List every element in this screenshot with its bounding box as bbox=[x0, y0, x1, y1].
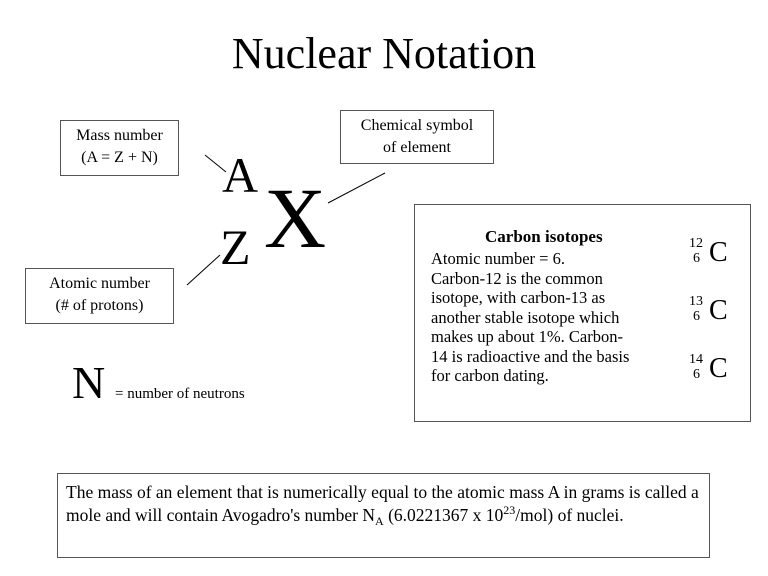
atomic-connector bbox=[187, 255, 220, 285]
atomic-number-symbol: Z bbox=[220, 219, 251, 275]
isotope-atomic-number: 6 bbox=[693, 251, 700, 266]
isotopes-line: makes up about 1%. Carbon- bbox=[431, 327, 623, 346]
isotope-atomic-number: 6 bbox=[693, 309, 700, 324]
mole-text-part1: The mass of an element that is numerically equal to the atomic mass A in grams is called a mole and will contain Avogadro's number N bbox=[66, 482, 699, 525]
chem-connector bbox=[328, 173, 385, 203]
chem-label-line1: Chemical symbol bbox=[360, 117, 474, 134]
isotope-mass: 13 bbox=[689, 294, 703, 309]
isotopes-line: another stable isotope which bbox=[431, 307, 620, 327]
isotopes-line: for carbon dating. bbox=[431, 366, 549, 385]
mole-text-part3: /mol) of nuclei. bbox=[515, 505, 624, 525]
mole-text-part2: (6.0221367 x 10 bbox=[383, 505, 504, 525]
isotopes-line: Carbon-12 is the common bbox=[431, 268, 603, 288]
atomic-label-line1: Atomic number bbox=[49, 275, 150, 292]
mass-number-symbol: A bbox=[222, 147, 259, 203]
isotopes-description bbox=[431, 249, 681, 386]
page-title: Nuclear Notation bbox=[231, 29, 537, 78]
isotope-atomic-number: 6 bbox=[693, 367, 700, 382]
mole-definition-box bbox=[57, 473, 710, 558]
neutron-definition: = number of neutrons bbox=[115, 386, 245, 402]
isotopes-heading: Carbon isotopes bbox=[485, 227, 603, 246]
isotope-carbon-14 bbox=[687, 352, 747, 395]
isotope-symbol: C bbox=[709, 237, 728, 268]
isotope-mass: 12 bbox=[689, 236, 703, 251]
isotopes-line: isotope, with carbon-13 as bbox=[431, 288, 606, 307]
chemical-symbol-box bbox=[340, 110, 494, 164]
atomic-number-box bbox=[25, 268, 174, 324]
isotope-mass: 14 bbox=[689, 352, 703, 367]
isotope-symbol: C bbox=[709, 353, 728, 384]
mass-label-line1: Mass number bbox=[76, 127, 163, 144]
isotopes-line: 14 is radioactive and the basis bbox=[431, 346, 630, 366]
atomic-label-line2: (# of protons) bbox=[55, 297, 144, 314]
isotopes-line: Atomic number = 6. bbox=[431, 249, 565, 268]
chem-label-line2: of element bbox=[383, 139, 451, 156]
element-symbol: X bbox=[264, 170, 327, 266]
exponent-superscript: 23 bbox=[503, 503, 516, 517]
carbon-isotopes-box bbox=[414, 204, 751, 422]
isotope-carbon-13 bbox=[687, 294, 747, 337]
avogadro-subscript: A bbox=[375, 514, 384, 528]
isotope-symbol: C bbox=[709, 295, 728, 326]
isotope-carbon-12 bbox=[687, 236, 747, 279]
mass-number-box bbox=[60, 120, 179, 176]
neutron-symbol: N bbox=[72, 357, 106, 408]
mass-label-line2: (A = Z + N) bbox=[81, 149, 158, 166]
